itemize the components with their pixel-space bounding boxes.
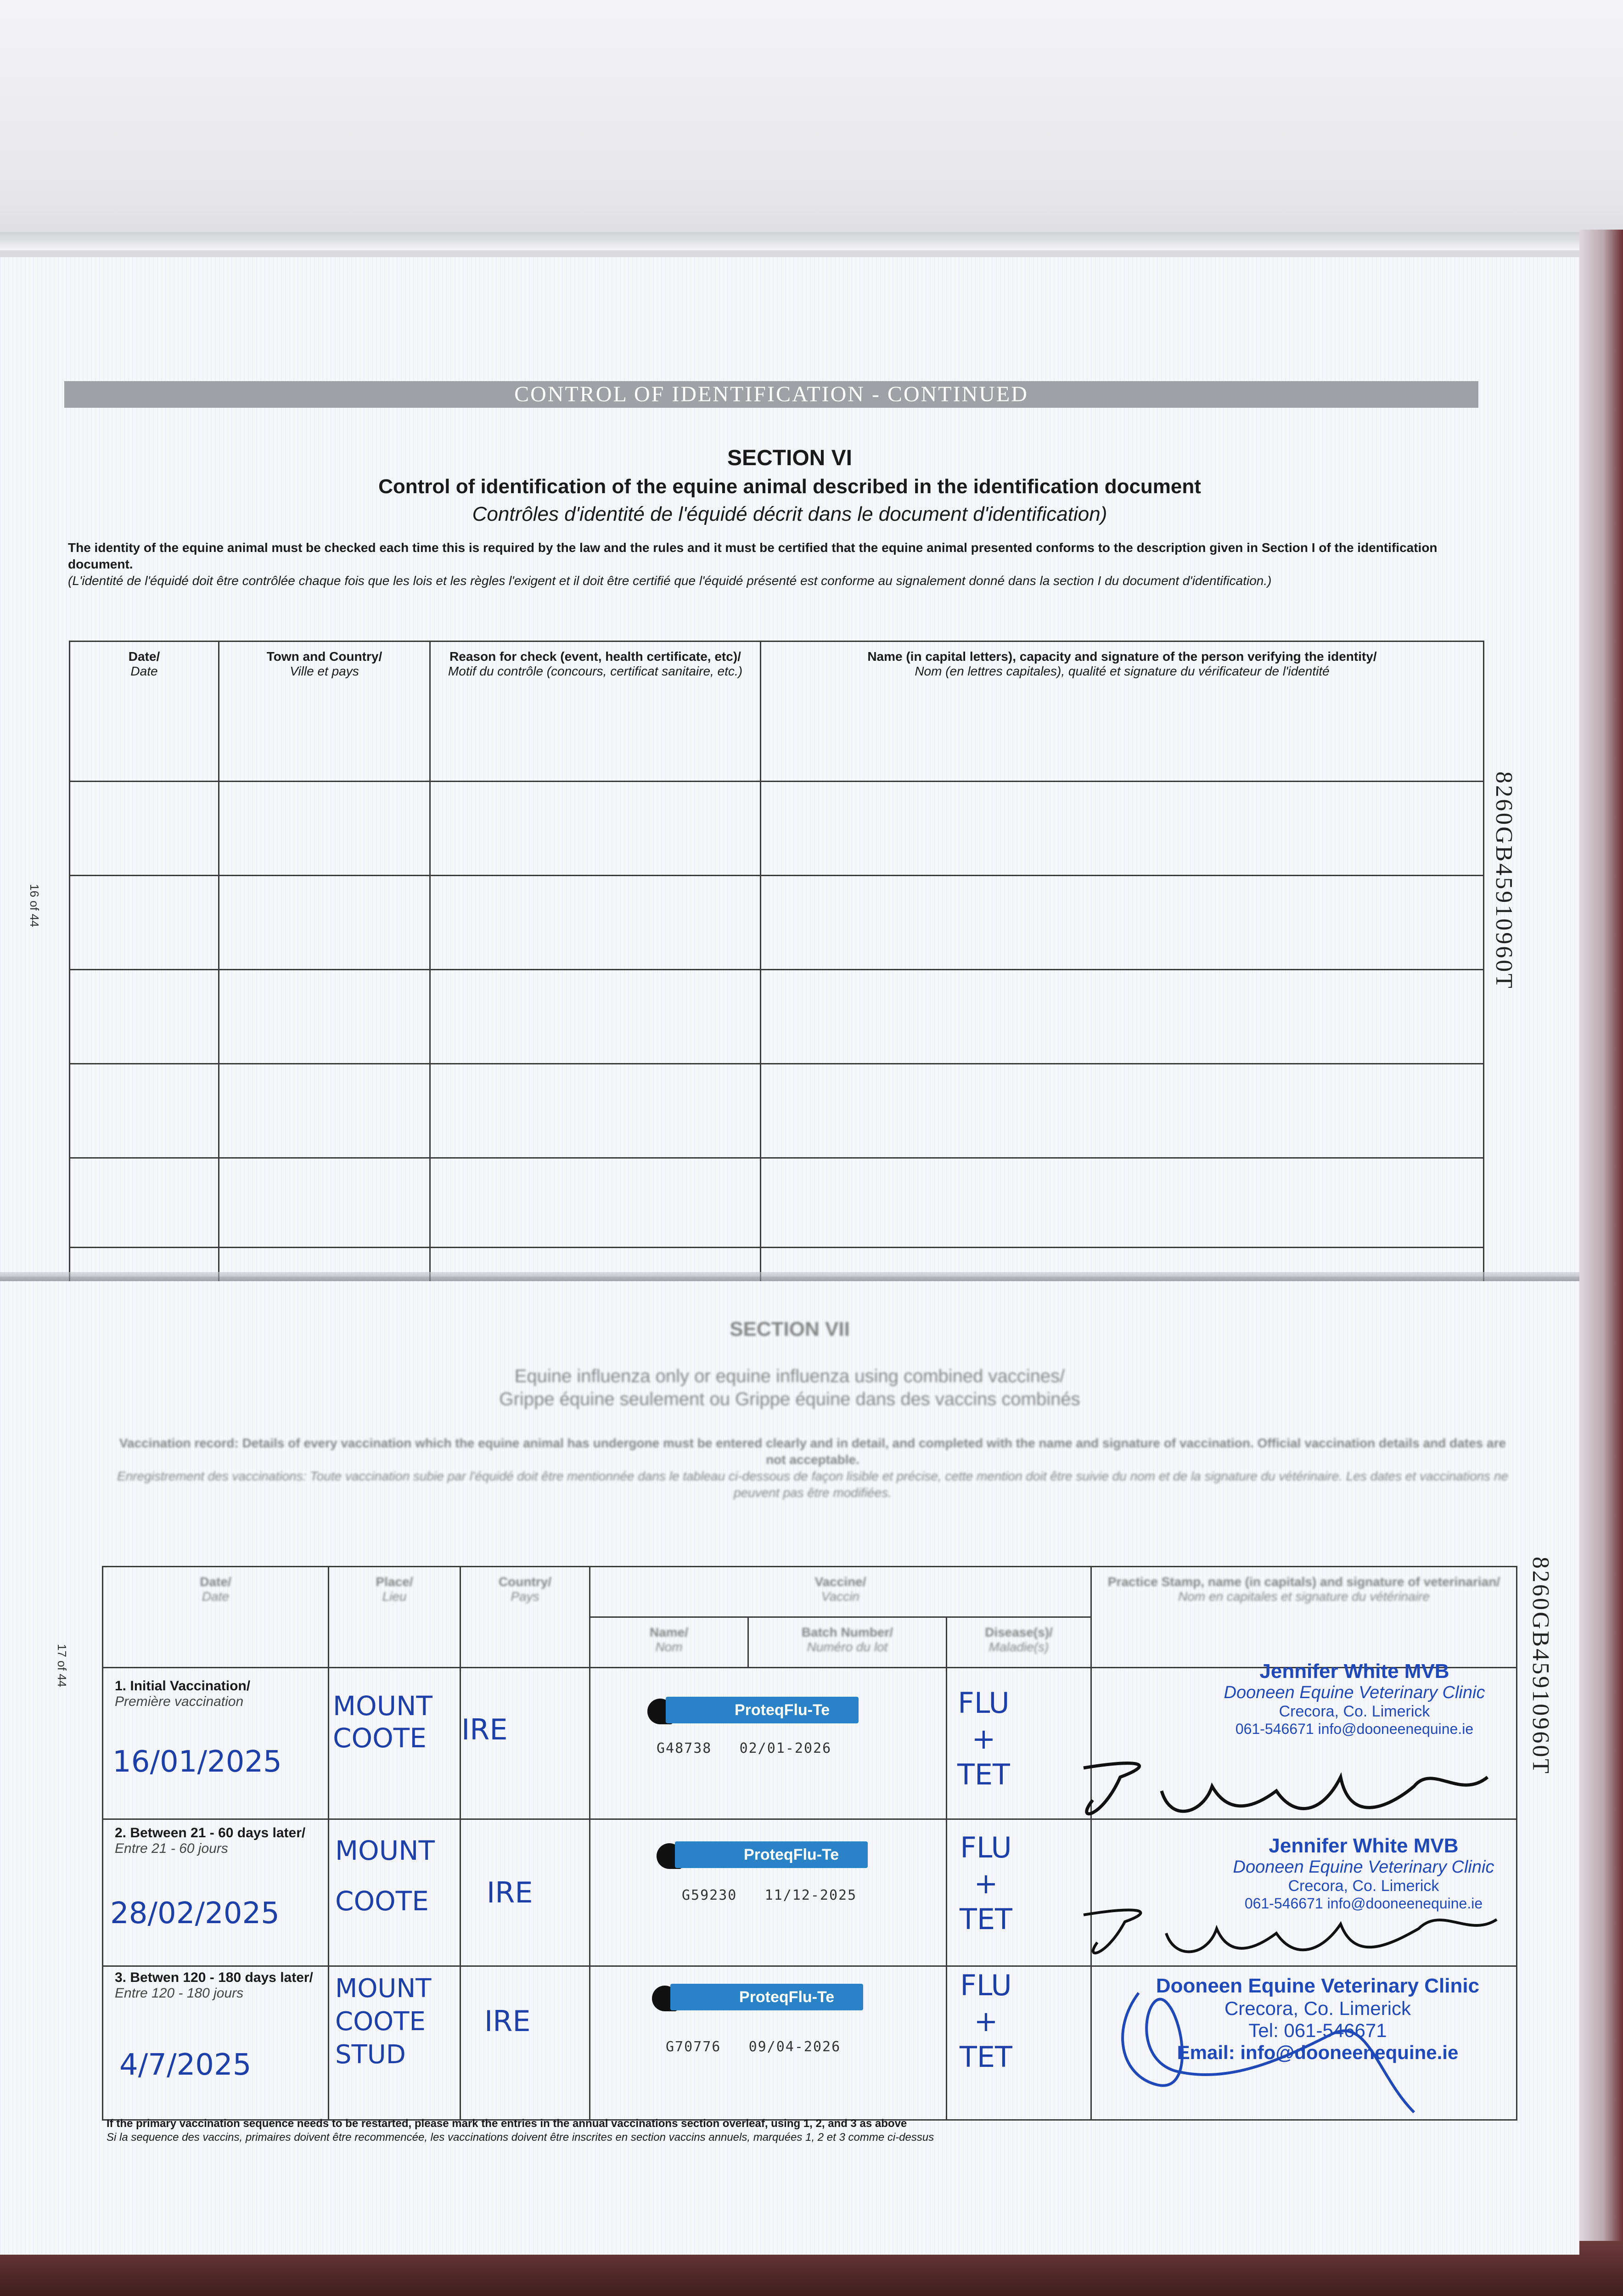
intro-fr: (L'identité de l'équidé doit être contrôlée chaque fois que les lois et les règles l'exigent et il doit être certifié que l'équidé présenté est conforme au signalement donné dans la section I du document d'identification.) [68,574,1272,588]
cell-empty[interactable] [430,782,761,876]
section-vi-subtitle-fr: Contrôles d'identité de l'équidé décrit dans le document d'identification) [472,503,1107,525]
row-1-vet-stamp: Jennifer White MVB Dooneen Equine Veterinary Clinic Crecora, Co. Limerick 061-546671 info@dooneenequine.ie [1224,1660,1485,1737]
section-vi-subtitle-en: Control of identification of the equine animal described in the identification document [378,475,1201,498]
header-place: Place/ Lieu [329,1567,461,1668]
row-2-label: 2. Between 21 - 60 days later/ Entre 21 - 60 jours [115,1825,306,1856]
row-1-batch: G48738 02/01-2026 [657,1740,832,1756]
header-disease: Disease(s)/ Maladie(s) [947,1617,1091,1668]
footnote-fr: Si la sequence des vaccins, primaires doivent être recommencée, les vaccinations doivent être inscrites en section vaccins annuels, marquées 1, 2 et 3 comme ci-dessus [107,2131,934,2144]
cell-empty[interactable] [430,1158,761,1248]
row-2-disease: FLU + TET [960,1831,1012,1936]
cell-empty[interactable] [70,1158,219,1248]
row-2-date: 28/02/2025 [110,1896,280,1930]
header-stamp: Practice Stamp, name (in capitals) and signature of veterinarian/ Nom en capitales et signature du vétérinaire [1091,1567,1517,1668]
passport-number-vertical-top: 8260GB45910960T [1491,771,1517,990]
table-row [70,1064,1484,1158]
header-verifier: Name (in capital letters), capacity and signature of the person verifying the identity/ Nom (en lettres capitales), qualité et signature du vérificateur de l'identité [761,642,1484,782]
table-row [70,876,1484,970]
section-vii-intro [110,1435,1515,1501]
row-2-vaccine-sticker [657,1841,877,1874]
section-vi-title: SECTION VI [727,446,853,470]
passport-cover-edge [1579,230,1623,2268]
passport-number-vertical-bottom: 8260GB45910960T [1528,1557,1554,1775]
header-reason: Reason for check (event, health certificate, etc)/ Motif du contrôle (concours, certificat sanitaire, etc.) [430,642,761,782]
row-3-clinic-stamp: Dooneen Equine Veterinary Clinic Crecora, Co. Limerick Tel: 061-546671 Email: info@dooneenequine.ie [1156,1975,1480,2063]
banner-text: CONTROL OF IDENTIFICATION - CONTINUED [514,382,1028,406]
section-vii-subtitle-en: Equine influenza only or equine influenza using combined vaccines/ [514,1366,1065,1386]
cell-empty[interactable] [761,876,1484,970]
cell-empty[interactable] [219,1158,430,1248]
cell-empty[interactable] [219,782,430,876]
header-vaccine-name: Name/ Nom [590,1617,748,1668]
table-header-row [103,1567,1517,1617]
row-3-signature [1093,1965,1442,2122]
cell-empty[interactable] [430,876,761,970]
cell-empty[interactable] [761,970,1484,1064]
row-1-place: MOUNT COOTE [333,1690,432,1754]
table-row [70,970,1484,1064]
table-row [70,1158,1484,1248]
table-header-row [70,642,1484,782]
row-1-signature [1065,1750,1501,1837]
header-batch: Batch Number/ Numéro du lot [748,1617,947,1668]
row-3-vaccine-sticker [652,1984,872,2016]
intro-en: Vaccination record: Details of every vaccination which the equine animal has undergone must be entered clearly and in detail, and completed with the name and signature of vaccination. Official vaccination details and dates are not acceptable. [119,1436,1506,1467]
identity-check-table [69,641,1484,1289]
cell-empty[interactable] [70,1064,219,1158]
row-1-vaccine-sticker [647,1697,868,1729]
cell-empty[interactable] [70,970,219,1064]
section-banner [64,381,1478,408]
row-1-label: 1. Initial Vaccination/ Première vaccination [115,1678,251,1709]
footnote-en: If the primary vaccination sequence needs to be restarted, please mark the entries in the annual vaccinations section overleaf, using 1, 2, and 3 as above [107,2117,907,2130]
cell-empty[interactable] [70,782,219,876]
row-1-disease: FLU + TET [957,1686,1010,1791]
cell-empty[interactable] [761,1064,1484,1158]
intro-en: The identity of the equine animal must be checked each time this is required by the law and the rules and it must be certified that the equine animal presented conforms to the description given in Section I of the identification document. [68,540,1438,571]
section-vii-subtitle-fr: Grippe équine seulement ou Grippe équine dans des vaccins combinés [499,1389,1080,1409]
cell-empty[interactable] [430,1064,761,1158]
row-3-label: 3. Betwen 120 - 180 days later/ Entre 120 - 180 jours [115,1970,313,2001]
cell-empty[interactable] [761,782,1484,876]
cell-empty[interactable] [70,876,219,970]
row-2-signature [1056,1896,1506,1970]
section-vii-title: SECTION VII [730,1318,850,1340]
vaccine-name: ProteqFlu-Te [739,1988,835,2006]
cell-empty[interactable] [761,1158,1484,1248]
table-row [70,782,1484,876]
plastic-sleeve-edge [0,232,1623,250]
footnote [107,2117,1392,2144]
cell-empty[interactable] [219,1064,430,1158]
header-date: Date/ Date [70,642,219,782]
cell-empty[interactable] [430,970,761,1064]
header-vaccine: Vaccine/ Vaccin [590,1567,1091,1617]
cell-empty[interactable] [219,970,430,1064]
row-1-country: IRE [461,1713,508,1746]
row-3-disease: FLU + TET [960,1969,1012,2074]
header-town-country: Town and Country/ Ville et pays [219,642,430,782]
section-vi-intro [68,540,1459,589]
row-3-place: MOUNT COOTE STUD [335,1974,432,2070]
row-3-batch: G70776 09/04-2026 [666,2039,841,2055]
row-2-place: MOUNT COOTE [335,1835,435,1917]
intro-fr: Enregistrement des vaccinations: Toute vaccination subie par l'équidé doit être mentionnée dans le tableau ci-dessous de façon lisible et précise, cette mention doit être suivie du nom et de la signature du vétérinaire. Les dates et vaccinations ne peuvent pas être modifiées. [117,1469,1509,1500]
vaccine-name: ProteqFlu-Te [744,1846,839,1863]
cell-empty[interactable] [219,876,430,970]
row-2-batch: G59230 11/12-2025 [682,1887,857,1903]
row-3-country: IRE [484,2004,531,2038]
header-country: Country/ Pays [461,1567,590,1668]
header-date: Date/ Date [103,1567,329,1668]
vaccine-name: ProteqFlu-Te [735,1701,830,1719]
row-3-date: 4/7/2025 [119,2048,252,2082]
row-2-country: IRE [487,1876,533,1909]
page-number-16: 16 of 44 [28,884,41,927]
row-2-vet-stamp: Jennifer White MVB Dooneen Equine Veterinary Clinic Crecora, Co. Limerick 061-546671 info@dooneenequine.ie [1233,1835,1494,1912]
page-number-17: 17 of 44 [55,1644,69,1687]
row-1-date: 16/01/2025 [112,1745,282,1779]
